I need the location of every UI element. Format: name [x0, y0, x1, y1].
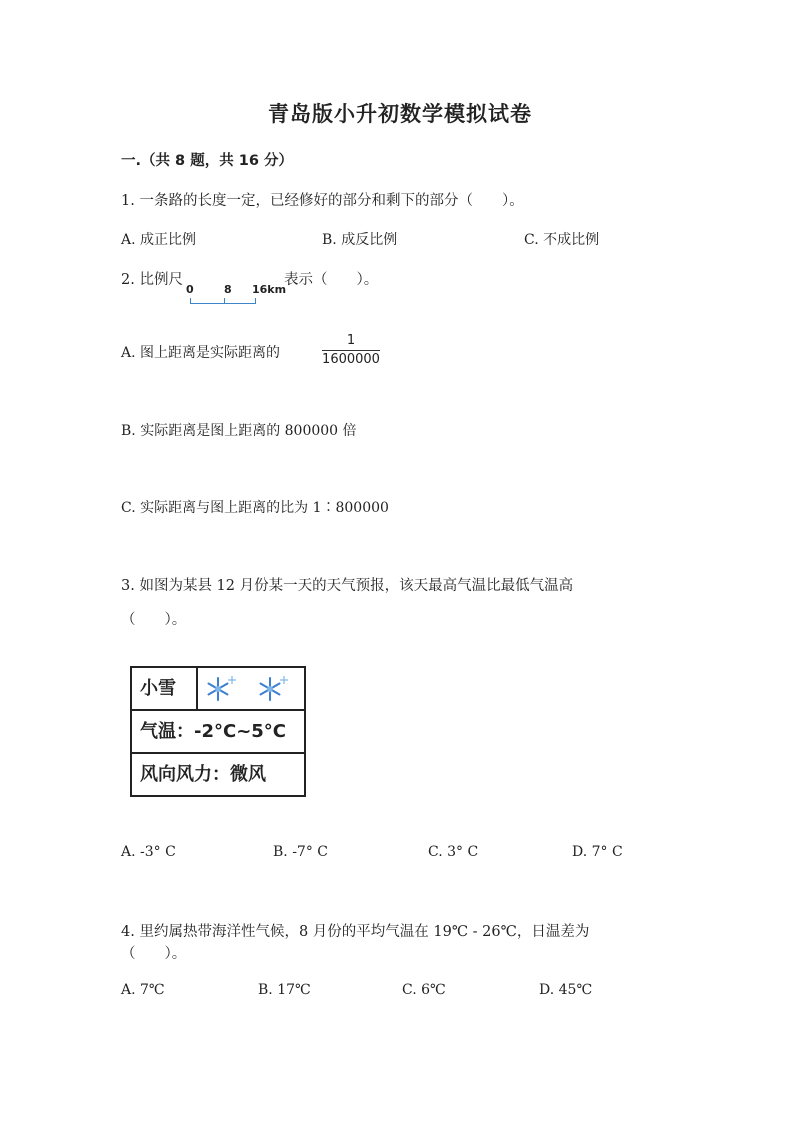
q3-option-c: C. 3° C — [428, 844, 479, 860]
weather-forecast-box — [130, 666, 306, 797]
scale-label-16km: 16km — [252, 283, 287, 296]
q3-option-a: A. -3° C — [121, 844, 176, 860]
scale-bar — [186, 283, 287, 305]
exam-title: 青岛版小升初数学模拟试卷 — [268, 102, 532, 126]
q1-option-c: C. 不成比例 — [524, 232, 600, 248]
q2-option-a: A. 图上距离是实际距离的 — [121, 345, 281, 361]
scale-label-0: 0 — [186, 283, 194, 296]
question-3-line2: （ ）。 — [121, 612, 187, 628]
q4-option-a: A. 7℃ — [121, 982, 165, 998]
q3-option-b: B. -7° C — [273, 844, 328, 860]
weather-condition: 小雪 — [132, 668, 198, 709]
q1-option-a: A. 成正比例 — [121, 232, 197, 248]
q4-option-c: C. 6℃ — [402, 982, 446, 998]
scale-bar-tick — [224, 298, 225, 303]
snowflake-icon — [204, 674, 300, 704]
question-4-line1: 4. 里约属热带海洋性气候，8 月份的平均气温在 19℃ - 26℃，日温差为 — [121, 924, 590, 940]
snowflake-icons — [204, 674, 300, 708]
q2-option-c: C. 实际距离与图上距离的比为 1∶800000 — [121, 500, 389, 516]
scale-label-8: 8 — [224, 283, 232, 296]
weather-temperature: 气温：-2°C~5°C — [140, 721, 287, 742]
question-1: 1. 一条路的长度一定，已经修好的部分和剩下的部分（ ）。 — [121, 193, 524, 209]
q3-option-d: D. 7° C — [572, 844, 623, 860]
q4-option-b: B. 17℃ — [258, 982, 311, 998]
q2-option-b: B. 实际距离是图上距离的 800000 倍 — [121, 423, 357, 439]
weather-row-temperature — [132, 711, 304, 754]
fraction-denominator: 1600000 — [322, 352, 380, 367]
question-2-suffix: 表示（ ）。 — [284, 272, 379, 288]
scale-bar-line — [190, 298, 256, 304]
question-4-line2: （ ）。 — [121, 946, 187, 962]
q1-option-b: B. 成反比例 — [322, 232, 398, 248]
fraction — [322, 333, 380, 367]
weather-wind: 风向风力：微风 — [140, 764, 266, 785]
fraction-numerator: 1 — [346, 333, 356, 348]
weather-row-wind — [132, 754, 304, 797]
weather-row-condition — [132, 668, 304, 711]
q4-option-d: D. 45℃ — [539, 982, 593, 998]
question-2-prefix: 2. 比例尺 — [121, 272, 183, 288]
section-heading: 一.（共 8 题，共 16 分） — [121, 153, 293, 169]
question-3-line1: 3. 如图为某县 12 月份某一天的天气预报，该天最高气温比最低气温高 — [121, 578, 574, 594]
fraction-bar — [322, 350, 380, 351]
